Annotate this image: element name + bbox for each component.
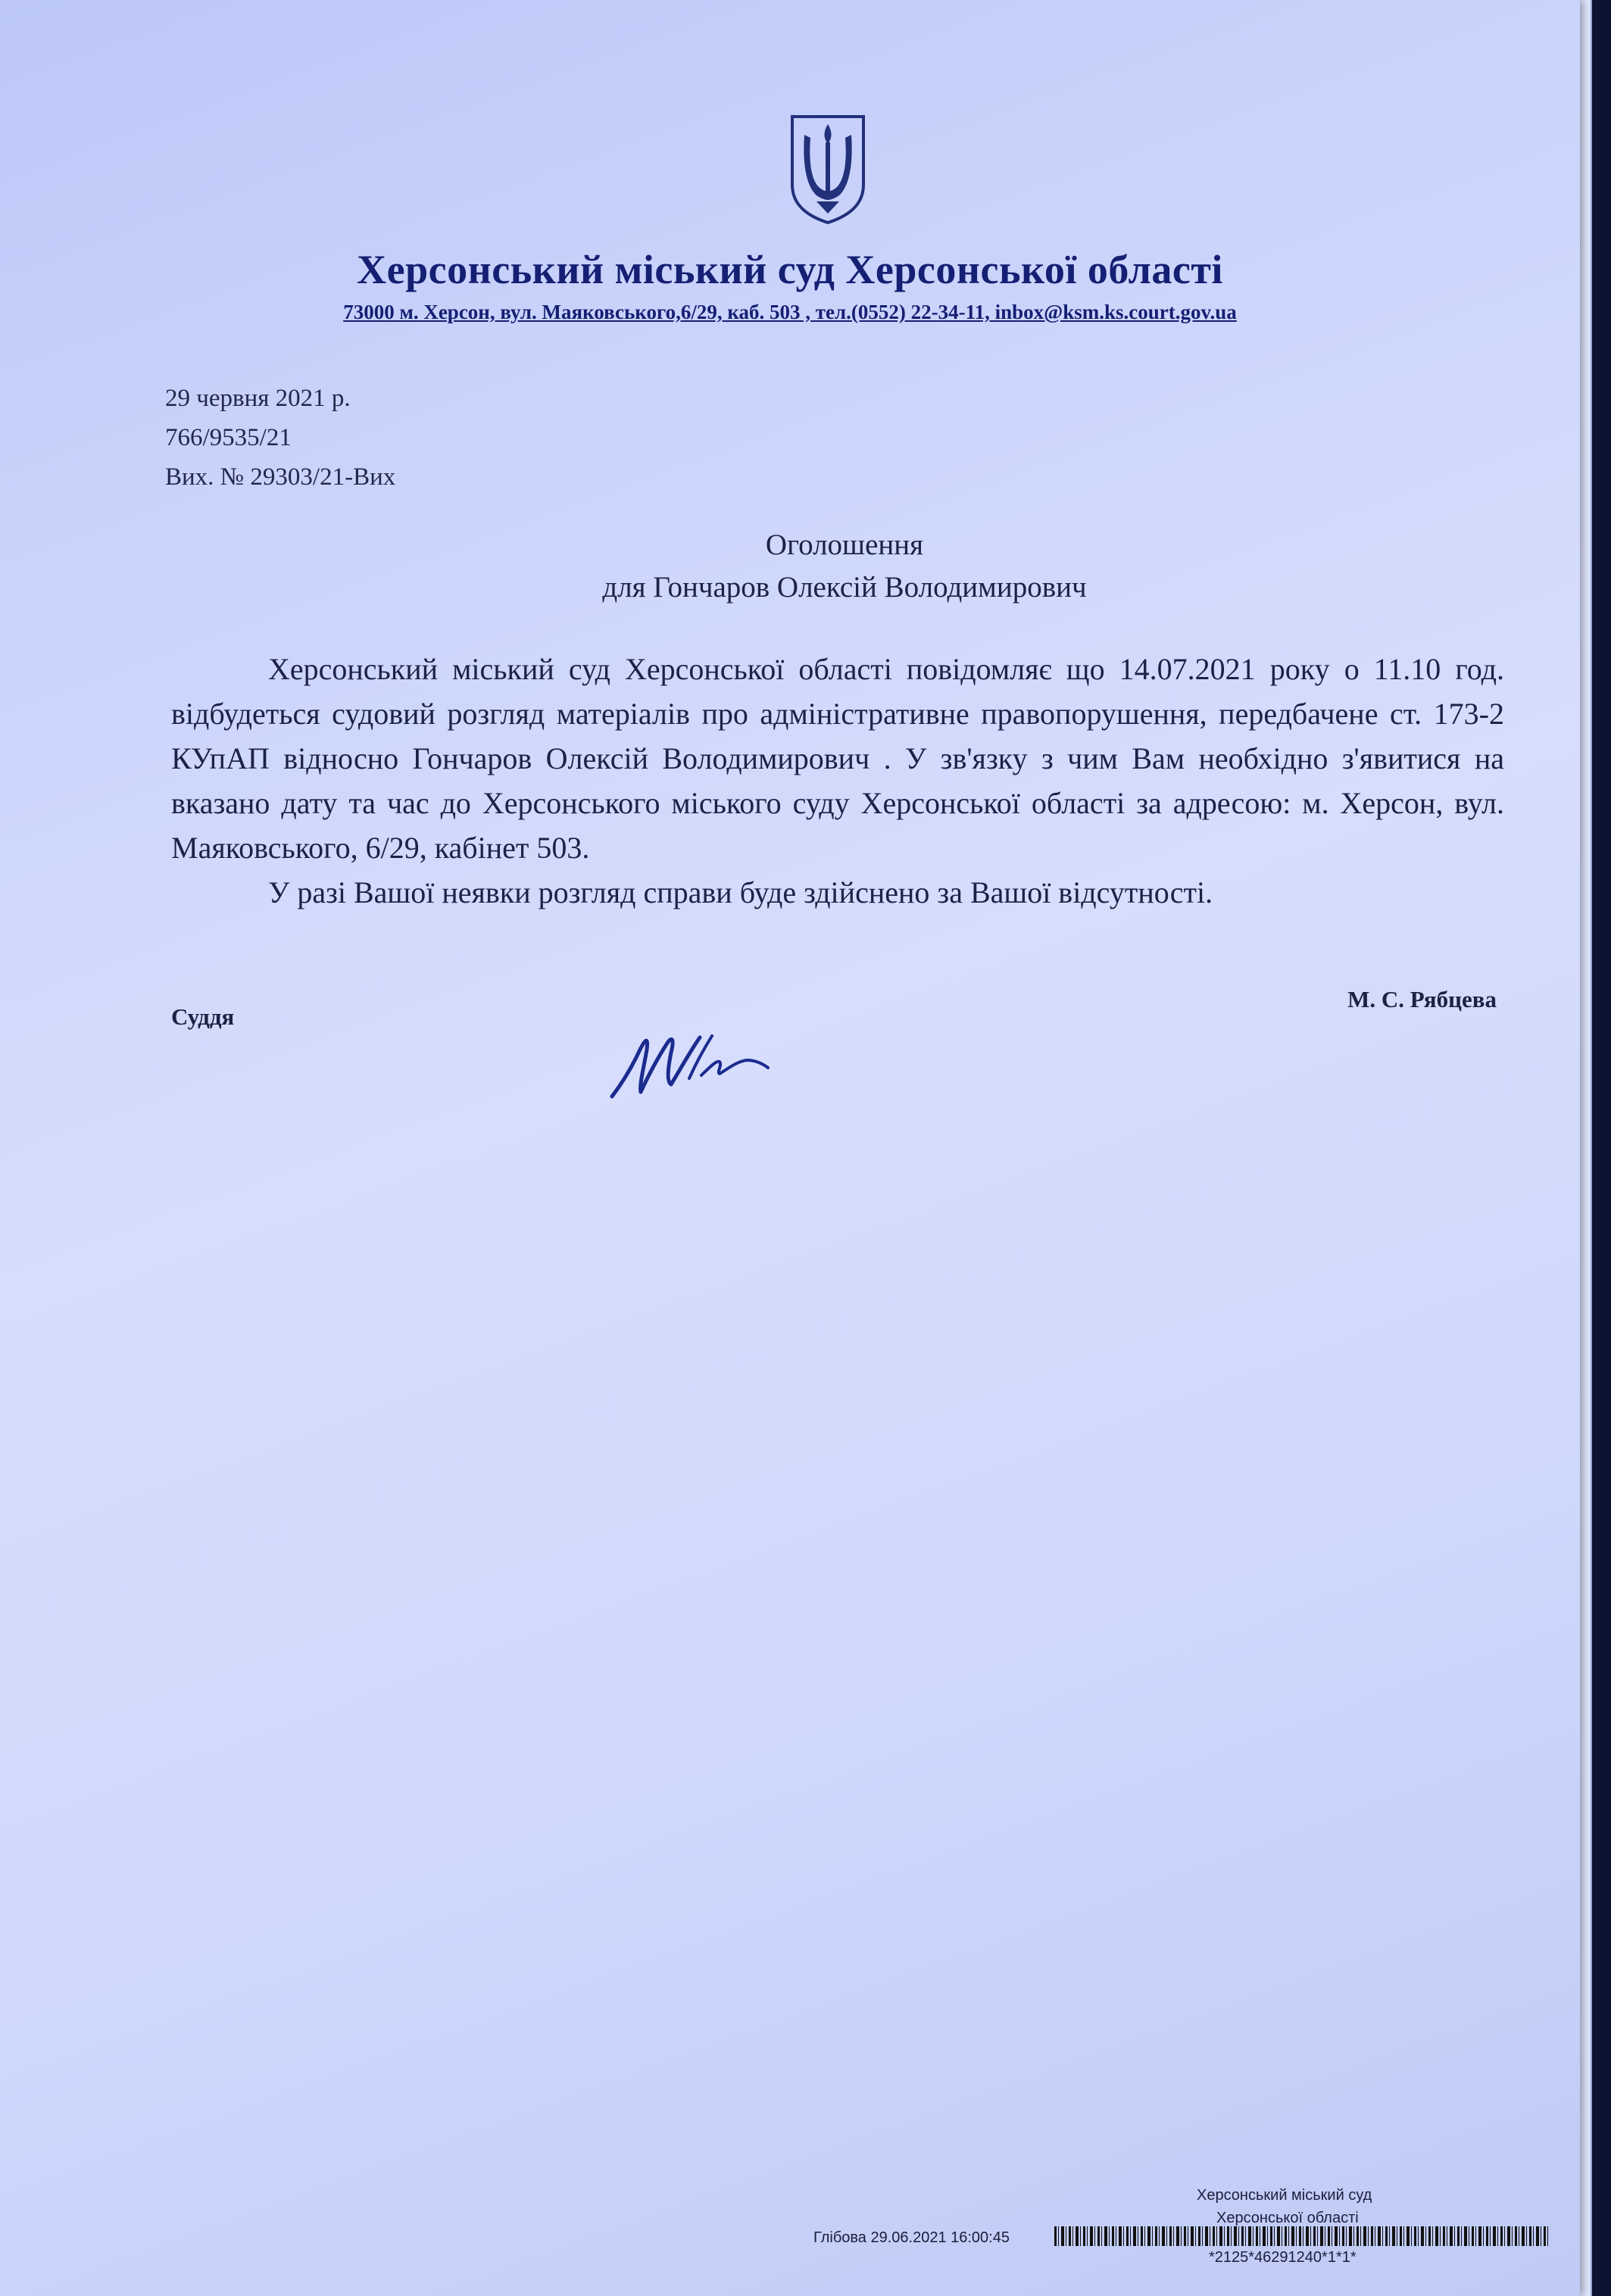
stamp-court-line-1: Херсонський міський суд (1197, 2187, 1372, 2204)
notice-heading (0, 524, 1611, 609)
registration-stamp (813, 2178, 1563, 2276)
document-date: 29 червня 2021 р. (165, 385, 351, 412)
judge-label: Суддя (171, 1003, 235, 1030)
outgoing-number: Вих. № 29303/21-Вих (165, 463, 396, 491)
case-number: 766/9535/21 (165, 424, 292, 451)
barcode (1054, 2226, 1548, 2246)
notice-addressee: для Гончаров Олексій Володимирович (602, 571, 1087, 604)
stamp-clerk-timestamp: Глібова 29.06.2021 16:00:45 (813, 2229, 1010, 2246)
notice-title: Оголошення (765, 529, 924, 561)
trident-coat-of-arms-icon (788, 112, 868, 224)
barcode-text: *2125*46291240*1*1* (1209, 2249, 1357, 2266)
court-title: Херсонський міський суд Херсонської області (357, 247, 1223, 292)
court-address: 73000 м. Херсон, вул. Маяковського,6/29, каб. 503 , тел.(0552) 22-34-11, inbox@ksm.ks.court.gov.ua (343, 301, 1237, 323)
notice-paragraph-1: Херсонський міський суд Херсонської області повідомляє що 14.07.2021 року о 11.10 год. відбудеться судовий розгляд матеріалів про адміністративне правопорушення, передбачене ст. 173-2 КУпАП відносно Гончаров Олексій Володимирович . У зв'язку з чим Вам необхідно з'явитися на вказано дату та час до Херсонського міського суду Херсонської області за адресою: м. Херсон, вул. Маяковського, 6/29, кабінет 503. (171, 652, 1504, 865)
handwritten-signature (606, 1015, 803, 1113)
stamp-court-line-2: Херсонської області (1216, 2210, 1359, 2226)
notice-paragraph-2: У разі Вашої неявки розгляд справи буде здійснено за Вашої відсутності. (268, 875, 1213, 909)
document-meta (165, 379, 395, 497)
notice-body (171, 647, 1504, 915)
judge-name: М. С. Рябцева (1347, 986, 1497, 1012)
